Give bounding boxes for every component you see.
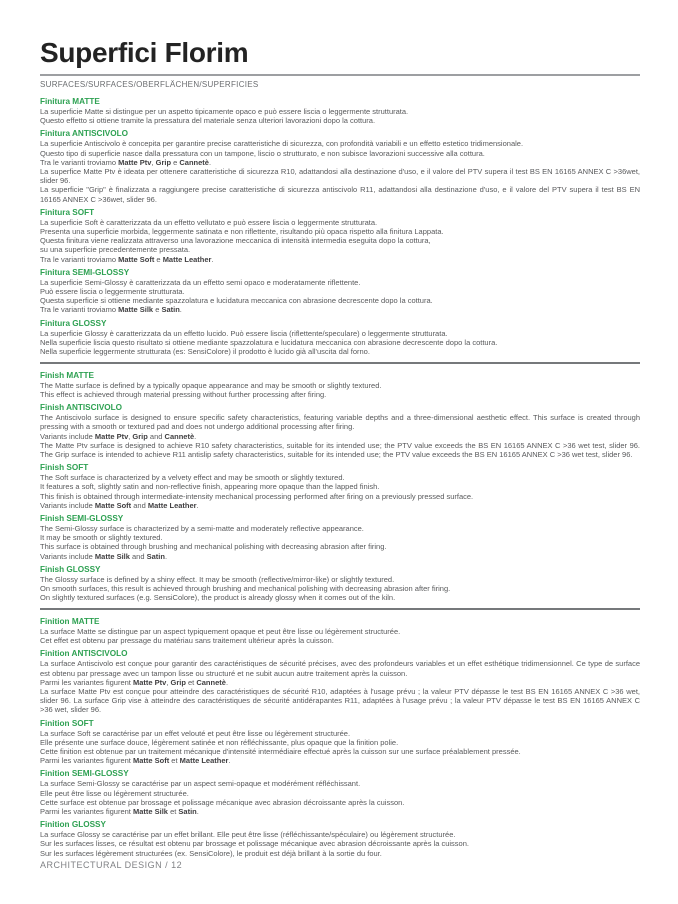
variant-name: Satin [178, 806, 197, 816]
variant-name: Cannetè [164, 431, 195, 441]
section-paragraph: Elle présente une surface douce, légèrement satinée et non réfléchissante, plus opaque que la finition polie. [40, 737, 399, 747]
section-paragraph: The Soft surface is characterized by a velvety effect and may be smooth or slightly textured. [40, 473, 345, 483]
section-paragraph: Cette finition est obtenue par un traitement mécanique d'intensité intermédiaire effectué après la cuisson sur une surface préalablement pressée. [40, 746, 521, 756]
section-paragraph: Nella superficie liscia questo risultato si ottiene mediante spazzolatura e lucidatura meccanica con abrasione decrescente dopo la cottura. [40, 337, 498, 347]
section-finitura-matte [40, 97, 640, 125]
language-block-english [40, 371, 640, 603]
section-paragraph: Parmi les variantes figurent Matte Ptv, Grip et Cannetè. [40, 677, 229, 687]
section-heading: Finition SEMI-GLOSSY [40, 769, 129, 779]
section-heading: Finitura MATTE [40, 97, 100, 106]
section-finish-semi-glossy [40, 514, 640, 561]
section-paragraph: The Semi-Glossy surface is characterized by a semi-matte and moderately reflective appearance. [40, 524, 364, 533]
section-finish-antiscivolo [40, 403, 640, 459]
section-paragraph: Tra le varianti troviamo Matte Ptv, Grip e Cannetè. [40, 157, 212, 167]
section-finition-antiscivolo [40, 649, 640, 714]
section-paragraph: This effect is achieved through material pressing without further processing after firing. [40, 389, 327, 399]
title-divider [40, 74, 640, 76]
page-subtitle: SURFACES/SURFACES/OBERFLÄCHEN/SUPERFICIES [40, 80, 259, 89]
variant-name: Matte Soft [118, 254, 155, 264]
section-paragraph: Sur les surfaces lisses, ce résultat est obtenu par brossage et polissage mécanique avec abrasion décroissante après la cuisson. [40, 839, 469, 849]
section-paragraph: Può essere liscia o leggermente strutturata. [40, 287, 185, 297]
variant-name: Matte Leather [147, 500, 197, 510]
section-finitura-glossy [40, 319, 640, 357]
section-paragraph: The Matte surface is defined by a typically opaque appearance and may be smooth or slightly textured. [40, 380, 382, 390]
section-paragraph: Variants include Matte Soft and Matte Leather. [40, 500, 199, 510]
section-paragraph: La superficie Soft è caratterizzata da un effetto vellutato e può essere liscia o leggermente strutturata. [40, 217, 378, 227]
section-paragraph: It may be smooth or slightly textured. [40, 533, 163, 543]
section-paragraph: Sur les surfaces légèrement structurées (ex. SensiColore), le produit est déjà brillant à la sortie du four. [40, 848, 382, 858]
section-paragraph: Cette surface est obtenue par brossage et polissage mécanique avec abrasion décroissante après la cuisson. [40, 797, 405, 807]
page-footer: ARCHITECTURAL DESIGN / 12 [40, 860, 183, 870]
section-finition-soft [40, 719, 640, 766]
section-paragraph: Tra le varianti troviamo Matte Soft e Matte Leather. [40, 254, 214, 264]
section-heading: Finish GLOSSY [40, 564, 101, 574]
section-paragraph: La surface Soft se caractérise par un effet velouté et peut être lisse ou légèrement structurée. [40, 728, 351, 738]
section-paragraph: La superficie Semi-Glossy è caratterizzata da un effetto semi opaco e moderatamente riflettente. [40, 277, 361, 287]
section-paragraph: This finish is obtained through intermediate-intensity mechanical processing performed after firing on a previously pressed surface. [40, 491, 474, 501]
section-paragraph: Nella superficie leggermente strutturata (es: SensiColore) il prodotto è lucido già all'uscita dal forno. [40, 347, 370, 357]
section-paragraph: Presenta una superficie morbida, leggermente satinata e non riflettente, risultando più opaca rispetto alla finitura Lappata. [40, 227, 444, 237]
section-finish-glossy [40, 565, 640, 603]
content [40, 97, 640, 858]
section-heading: Finition MATTE [40, 616, 100, 626]
section-paragraph: This surface is obtained through brushing and mechanical polishing with decreasing abrasion after firing. [40, 542, 387, 552]
section-paragraph: It features a soft, slightly satin and non-reflective finish, appearing more opaque than the lapped finish. [40, 482, 380, 492]
section-paragraph: Questo effetto si ottiene tramite la pressatura del materiale senza ulteriori lavorazioni dopo la cottura. [40, 116, 376, 126]
section-paragraph: The Antiscivolo surface is designed to ensure specific safety characteristics, featuring variable depths and a three-dimensional aesthetic effect. This surface is created through pressing with a smooth or textured pad and does not undergo additional processing after firing. [40, 413, 640, 432]
variant-name: Matte Leather [179, 756, 229, 766]
section-heading: Finish MATTE [40, 370, 94, 380]
section-paragraph: Questo tipo di superficie nasce dalla pressatura con un tampone, liscio o strutturato, e non subisce lavorazioni successive alla cottura. [40, 148, 485, 158]
section-heading: Finish SOFT [40, 463, 89, 473]
section-paragraph: La surface Matte se distingue par un aspect typiquement opaque et peut être lisse ou légèrement structurée. [40, 626, 401, 636]
variant-name: Cannetè [179, 157, 209, 167]
variant-name: Matte Soft [132, 756, 170, 766]
section-heading: Finitura ANTISCIVOLO [40, 129, 128, 139]
variant-name: Matte Ptv [118, 157, 152, 167]
section-paragraph: On slightly textured surfaces (e.g. SensiColore), the product is already glossy when it comes out of the kiln. [40, 593, 396, 603]
section-finition-semi-glossy [40, 769, 640, 816]
section-paragraph: La surface Semi-Glossy se caractérise par un aspect semi-opaque et modérément réfléchissant. [40, 779, 361, 789]
section-heading: Finitura SEMI-GLOSSY [40, 267, 130, 277]
section-finition-matte [40, 617, 640, 645]
section-finitura-semi-glossy [40, 268, 640, 315]
section-paragraph: The Glossy surface is defined by a shiny effect. It may be smooth (reflective/mirror-like) or slightly textured. [40, 574, 395, 584]
section-paragraph: The Matte Ptv surface is designed to achieve R10 safety characteristics, suitable for its intended use; the PTV value exceeds the BS EN 16165 ANNEX C >36 wet test, slider 96. The Grip surface is intended to achieve R11 antislip safety characteristics, suitable for its intended use; the PTV value exceeds the BS EN 16165 ANNEX C >36 wet test, slider 96. [40, 440, 640, 459]
section-paragraph: La surface Glossy se caractérise par un effet brillant. Elle peut être lisse (réfléchissante/spéculaire) ou légèrement structurée. [40, 830, 456, 840]
section-paragraph: Tra le varianti troviamo Matte Silk e Satin. [40, 305, 182, 315]
section-heading: Finish SEMI-GLOSSY [40, 514, 124, 523]
section-paragraph: Questa finitura viene realizzata attraverso una lavorazione meccanica di intensità intermedia eseguita dopo la cottura, [40, 236, 431, 246]
section-heading: Finition SOFT [40, 718, 94, 728]
section-paragraph: su una superficie precedentemente pressata. [40, 245, 191, 255]
section-paragraph: Variants include Matte Ptv, Grip and Cannetè. [40, 431, 197, 441]
variant-name: Matte Leather [162, 254, 212, 264]
section-paragraph: Cet effet est obtenu par pressage du matériau sans traitement ultérieur après la cuisson. [40, 636, 334, 646]
variant-name: Satin [161, 305, 180, 315]
section-paragraph: La surface Antiscivolo est conçue pour garantir des caractéristiques de sécurité précises, avec des profondeurs variables et un effet esthétique tridimensionnel. Ce type de surface est obtenu par pressage avec un tampon lisse ou structuré et ne subit aucun autre traitement après la cuisson. [40, 659, 640, 678]
section-paragraph: La surface Matte Ptv est conçue pour atteindre des caractéristiques de sécurité R10, adaptées à l'usage prévu ; la valeur PTV dépasse le test BS EN 16165 ANNEX C >36 wet, slider 96. La surface Grip vise à atteindre des caractéristiques de sécurité antidérapantes R11, adaptées à l'usage prévu ; la valeur PTV dépasse le test BS EN 16165 ANNEX C >36 wet, slider 96. [40, 686, 640, 715]
variant-name: Matte Silk [132, 806, 168, 816]
section-finish-matte [40, 371, 640, 399]
section-paragraph: Parmi les variantes figurent Matte Silk et Satin. [40, 806, 199, 816]
section-paragraph: La superficie "Grip" è finalizzata a raggiungere precise caratteristiche di sicurezza antiscivolo R11, adattandosi alla destinazione d'uso, e il valore del PTV supera il test BS EN 16165 ANNEX C >36wet, slider 96. [40, 185, 640, 204]
section-heading: Finitura SOFT [40, 207, 95, 217]
variant-name: Matte Ptv [132, 677, 167, 687]
section-paragraph: On smooth surfaces, this result is achieved through brushing and mechanical polishing with decreasing abrasion after firing. [40, 584, 451, 594]
variant-name: Matte Soft [94, 500, 132, 510]
page-title: Superfici Florim [40, 37, 249, 68]
section-paragraph: La superficie Antiscivolo è concepita per garantire precise caratteristiche di sicurezza, con profondità variabili e un effetto estetico tridimensionale. [40, 139, 524, 149]
language-divider [40, 608, 640, 610]
variant-name: Grip [132, 431, 148, 441]
section-finitura-soft [40, 208, 640, 264]
section-paragraph: Parmi les variantes figurent Matte Soft et Matte Leather. [40, 756, 231, 766]
variant-name: Matte Silk [94, 551, 130, 561]
section-paragraph: Questa superficie si ottiene mediante spazzolatura e lucidatura meccanica con abrasione decrescente dopo la cottura. [40, 296, 433, 306]
section-paragraph: La superfice Matte Ptv è ideata per ottenere caratteristiche di sicurezza R10, adattandosi alla destinazione d'uso, e il valore del PTV supera il test BS EN 16165 ANNEX C >36wet, slider 96. [40, 167, 640, 186]
section-paragraph: La superficie Glossy è caratterizzata da un effetto lucido. Può essere liscia (riflettente/speculare) o leggermente strutturata. [40, 328, 448, 338]
variant-name: Grip [170, 677, 186, 687]
section-finitura-antiscivolo [40, 129, 640, 203]
section-finish-soft [40, 463, 640, 510]
section-heading: Finish ANTISCIVOLO [40, 403, 123, 413]
language-block-french [40, 617, 640, 858]
section-heading: Finition GLOSSY [40, 820, 106, 830]
language-divider [40, 362, 640, 364]
variant-name: Satin [146, 551, 165, 561]
variant-name: Grip [155, 157, 172, 167]
variant-name: Matte Ptv [94, 431, 129, 441]
language-block-italian [40, 97, 640, 356]
variant-name: Cannetè [196, 677, 226, 687]
section-paragraph: Elle peut être lisse ou légèrement structurée. [40, 788, 189, 798]
section-finition-glossy [40, 820, 640, 858]
section-paragraph: La superficie Matte si distingue per un aspetto tipicamente opaco e può essere liscia o leggermente strutturata. [40, 107, 409, 116]
section-heading: Finition ANTISCIVOLO [40, 649, 128, 659]
variant-name: Matte Silk [118, 305, 154, 315]
section-heading: Finitura GLOSSY [40, 318, 107, 328]
section-paragraph: Variants include Matte Silk and Satin. [40, 551, 168, 561]
